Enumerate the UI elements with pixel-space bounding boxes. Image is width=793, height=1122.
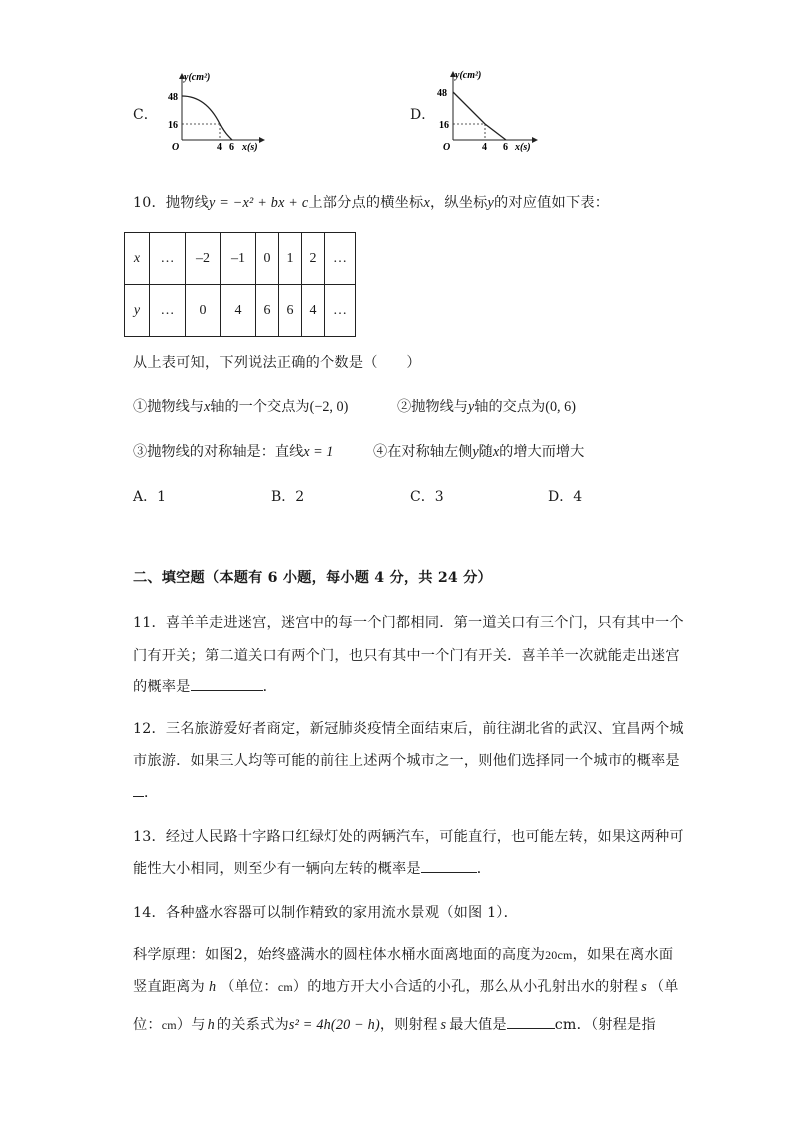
q10-number: 10． — [133, 195, 166, 211]
table-cell: 4 — [302, 285, 325, 337]
statement-text: 轴的交点为 — [474, 399, 546, 415]
q14-text: cm．（射程是指 — [554, 1017, 656, 1033]
q14-var: s — [440, 1017, 447, 1033]
q12-line-3 — [133, 782, 158, 802]
q10-statement-2 — [397, 396, 576, 416]
q12-text: ． — [144, 785, 159, 801]
table-cell: … — [150, 285, 186, 337]
x-axis-label: x(s) — [515, 142, 531, 152]
q14-unit: cm — [161, 1018, 177, 1032]
q10-var: x — [423, 195, 430, 211]
q14-text: 位： — [133, 1017, 162, 1033]
q11-text: ． — [262, 679, 277, 695]
option-c-letter: C． — [133, 107, 158, 123]
q12-line-2: 市旅游．如果三人均等可能的前往上述两个城市之一，则他们选择同一个城市的概率是 — [133, 753, 680, 769]
q10-var: y — [487, 195, 494, 211]
q13-line-2 — [133, 858, 491, 878]
x-tick-6: 6 — [503, 142, 508, 152]
answer-blank[interactable] — [191, 676, 263, 691]
option-c-graph — [160, 68, 270, 154]
table-cell: … — [150, 233, 186, 285]
q10-prompt: 从上表可知，下列说法正确的个数是（ ） — [133, 355, 421, 371]
q14-unit: cm — [277, 980, 293, 994]
table-cell: … — [325, 233, 356, 285]
statement-math: (0, 6) — [545, 399, 576, 415]
q10-text: 上部分点的横坐标 — [308, 195, 424, 211]
q14-line-4 — [133, 1014, 656, 1034]
q10-text: 的对应值如下表： — [494, 195, 610, 211]
table-cell: y — [125, 285, 150, 337]
q10-statement-1 — [133, 396, 348, 416]
q10-equation: y = −x² + bx + c — [209, 195, 309, 211]
statement-var: y — [467, 399, 475, 415]
table-cell: 6 — [256, 285, 279, 337]
q14-line-2 — [133, 944, 673, 964]
choice-c: C．3 — [410, 489, 444, 505]
statement-text: 随 — [478, 444, 493, 460]
q10-stem — [133, 192, 609, 212]
statement-text: 轴的一个交点为 — [210, 399, 310, 415]
statement-text: ①抛物线与 — [133, 399, 204, 415]
q10-statement-3 — [133, 441, 333, 461]
q12-line-1: 12．三名旅游爱好者商定，新冠肺炎疫情全面结束后，前往湖北省的武汉、宜昌两个城 — [133, 721, 684, 737]
statement-math: x = 1 — [303, 444, 334, 460]
q13-text: 能性大小相同，则至少有一辆向左转的概率是 — [133, 861, 421, 877]
x-tick-4: 4 — [482, 142, 487, 152]
statement-var: x — [203, 399, 211, 415]
table-cell: 0 — [186, 285, 221, 337]
y-axis-label: y(cm²) — [455, 70, 482, 81]
table-cell: x — [125, 233, 150, 285]
q10-statement-4 — [373, 441, 584, 461]
y-tick-16: 16 — [168, 120, 178, 131]
q13-text: ． — [476, 861, 492, 877]
q10-value-table — [124, 232, 356, 337]
q10-text: ，纵坐标 — [429, 195, 488, 211]
answer-blank[interactable] — [421, 858, 477, 873]
option-d-graph — [433, 66, 543, 152]
choice-a: A．1 — [133, 489, 167, 505]
q10-text: 抛物线 — [165, 195, 210, 211]
answer-blank[interactable] — [133, 782, 144, 797]
statement-var: y — [472, 444, 479, 460]
section-heading: 二、填空题（本题有 6 小题，每小题 4 分，共 24 分） — [133, 570, 492, 586]
x-tick-4: 4 — [217, 142, 222, 153]
piecewise-line — [453, 92, 506, 140]
choice-b: B．2 — [271, 489, 305, 505]
q14-text: 的关系式为 — [216, 1017, 289, 1033]
table-cell: 2 — [302, 233, 325, 285]
table-cell: –2 — [186, 233, 221, 285]
statement-text: ④在对称轴左侧 — [373, 444, 473, 460]
q14-text: ）与 — [176, 1017, 206, 1033]
q14-text: ，如果在离水面 — [572, 947, 674, 963]
q14-var: h — [207, 1017, 215, 1033]
statement-text: ②抛物线与 — [397, 399, 468, 415]
curve — [182, 96, 232, 140]
answer-blank[interactable] — [507, 1014, 555, 1029]
table-cell: 1 — [279, 233, 302, 285]
q14-var: s — [641, 979, 647, 995]
x-tick-6: 6 — [229, 142, 234, 153]
table-cell: … — [325, 285, 356, 337]
q14-text: ，则射程 — [379, 1017, 438, 1033]
q11-line-1: 11．喜羊羊走进迷宫，迷宫中的每一个门都相同．第一道关口有三个门，只有其中一个 — [133, 615, 684, 631]
table-row-x — [125, 233, 356, 285]
origin-label: O — [443, 142, 451, 152]
statement-text: ③抛物线的对称轴是：直线 — [133, 444, 304, 460]
q14-line-3 — [133, 976, 679, 996]
statement-text: 的增大而增大 — [499, 444, 585, 460]
q14-text: 竖直距离为 — [133, 979, 205, 995]
table-cell: 0 — [256, 233, 279, 285]
x-axis-label: x(s) — [242, 142, 258, 153]
q14-text: 科学原理：如图2，始终盛满水的圆柱体水桶水面离地面的高度为 — [133, 947, 546, 963]
table-row-y — [125, 285, 356, 337]
y-tick-48: 48 — [437, 88, 447, 99]
q14-math: s² = 4h(20 − h) — [288, 1017, 380, 1033]
q14-line-1: 14．各种盛水容器可以制作精致的家用流水景观（如图 1）． — [133, 905, 518, 921]
table-cell: 4 — [221, 285, 256, 337]
statement-math: (−2, 0) — [309, 399, 349, 415]
q11-text: 的概率是 — [133, 679, 191, 695]
statement-var: x — [492, 444, 500, 460]
choice-d: D．4 — [548, 489, 583, 505]
q11-line-3 — [133, 676, 277, 696]
q14-var: h — [208, 979, 217, 995]
q14-text: 最大值是 — [449, 1017, 507, 1033]
y-tick-16: 16 — [439, 120, 449, 131]
origin-label: O — [172, 142, 180, 153]
q11-line-2: 门有开关；第二道关口有两个门，也只有其中一个门有开关．喜羊羊一次就能走出迷宫 — [133, 648, 680, 664]
table-cell: 6 — [279, 285, 302, 337]
q14-text: （单位： — [220, 979, 278, 995]
y-tick-48: 48 — [168, 92, 178, 103]
table-cell: –1 — [221, 233, 256, 285]
option-d-letter: D． — [410, 107, 436, 123]
q14-math: 20cm — [545, 948, 573, 962]
y-axis-label: y(cm²) — [184, 72, 211, 83]
q14-text: （单 — [649, 979, 679, 995]
q13-line-1: 13．经过人民路十字路口红绿灯处的两辆汽车，可能直行，也可能左转，如果这两种可 — [133, 829, 684, 845]
q14-text: ）的地方开大小合适的小孔，那么从小孔射出水的射程 — [292, 979, 639, 995]
